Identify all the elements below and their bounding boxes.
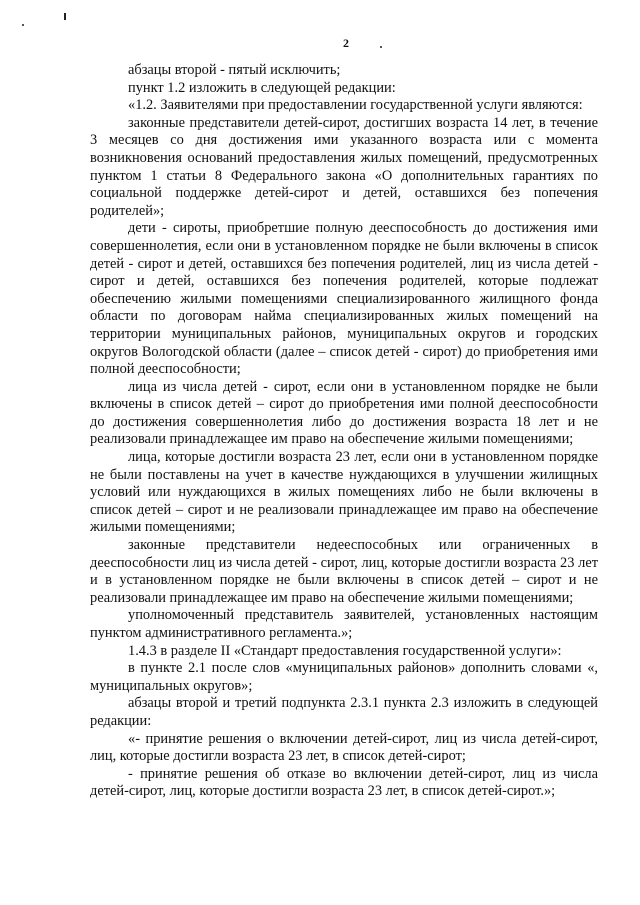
- paragraph: 1.4.3 в разделе II «Стандарт предоставления государственной услуги»:: [128, 642, 562, 659]
- paragraph: абзацы второй и третий подпункта 2.3.1 пункта 2.3 изложить в следующей редакции:: [90, 695, 598, 729]
- paragraph: «- принятие решения о включении детей-сирот, лиц из числа детей-сирот, лиц, которые достигли возраста 23 лет, в список детей-сирот;: [90, 730, 598, 765]
- paragraph: пункт 1.2 изложить в следующей редакции:: [128, 79, 396, 96]
- paragraph: «1.2. Заявителями при предоставлении государственной услуги являются:: [128, 97, 583, 114]
- document-body: [90, 62, 598, 801]
- paragraph: лица, которые достигли возраста 23 лет, если они в установленном порядке не были поставлены на учет в качестве нуждающихся в улучшении жилищных условий или нуждающихся в жилых помещениях либо не были включены в список детей – сирот и не реализовали принадлежащее им право на обеспечение жилыми помещениями;: [90, 449, 598, 536]
- scan-speck: [64, 13, 66, 20]
- paragraph: дети - сироты, приобретшие полную дееспособность до достижения ими совершеннолетия, если они в установленном порядке не были включены в список детей - сирот и детей, оставшихся без попечения родителей, лиц из числа детей - сирот и детей, оставшихся без попечения родителей, которые подлежат обеспечению жилыми помещениями специализированного жилищного фонда области по договорам найма специализированных жилых помещений на территории муниципальных районов, муниципальных округов и городских округов Вологодской области (далее – список детей - сирот) до приобретения ими полной дееспособности;: [90, 220, 598, 378]
- paragraph: уполномоченный представитель заявителей, установленных настоящим пунктом административного регламента.»;: [90, 607, 598, 641]
- paragraph: законные представители детей-сирот, достигших возраста 14 лет, в течение 3 месяцев со дня достижения ими указанного возраста или с момента возникновения оснований предоставления жилых помещений, предусмотренных пунктом 1 статьи 8 Федерального закона «О дополнительных гарантиях по социальной поддержке детей-сирот и детей, оставшихся без попечения родителей»;: [90, 114, 598, 219]
- paragraph: абзацы второй - пятый исключить;: [128, 62, 341, 78]
- paragraph: законные представители недееспособных или ограниченных в дееспособности лиц из числа детей - сирот, лиц, которые достигли возраста 23 лет и в установленном порядке не были включены в список детей – сирот и не реализовали принадлежащее им право на обеспечение жилыми помещениями;: [90, 537, 598, 606]
- paragraph: - принятие решения об отказе во включении детей-сирот, лиц из числа детей-сирот, лиц, которые достигли возраста 23 лет, в список детей-сирот.»;: [90, 765, 598, 800]
- scan-speck: [380, 46, 382, 48]
- page-number: 2: [343, 36, 349, 50]
- paragraph: в пункте 2.1 после слов «муниципальных районов» дополнить словами «, муниципальных округов»;: [90, 660, 598, 694]
- scan-speck: [22, 24, 24, 26]
- paragraph: лица из числа детей - сирот, если они в установленном порядке не были включены в список детей – сирот до приобретения ими полной дееспособности до достижения совершеннолетия либо до достижения возраста 18 лет и не реализовали принадлежащее им право на обеспечение жилыми помещениями;: [90, 378, 598, 448]
